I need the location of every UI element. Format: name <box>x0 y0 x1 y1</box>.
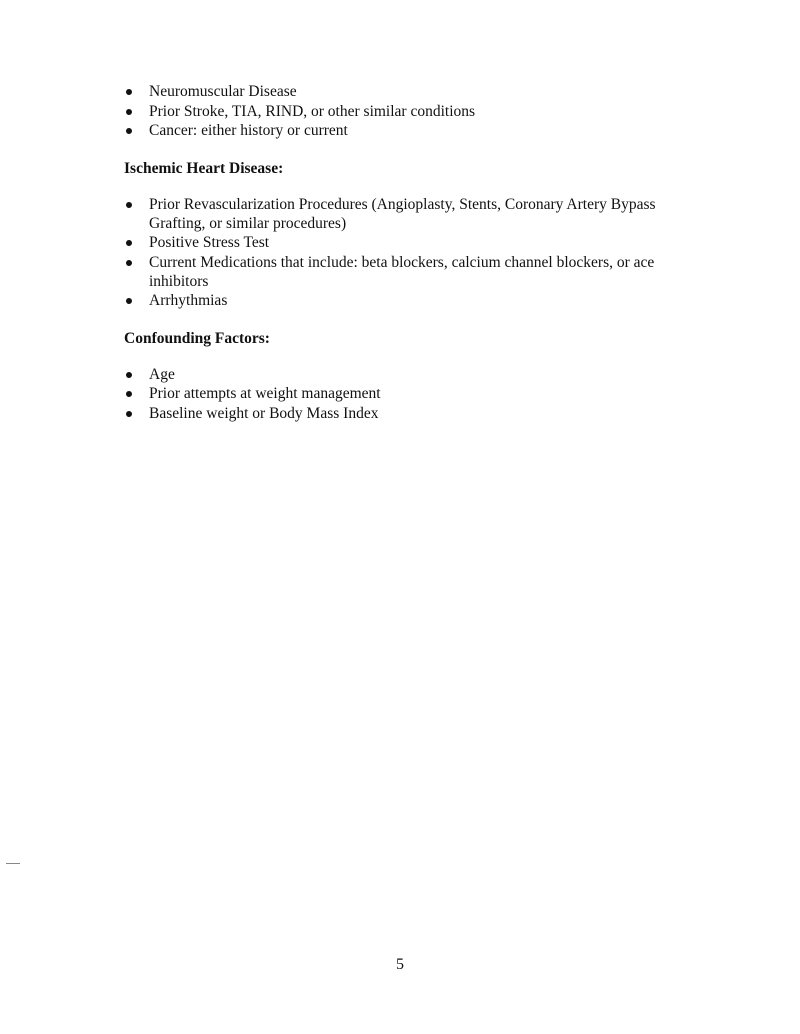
list-item-text: Neuromuscular Disease <box>149 83 297 100</box>
confounding-factors-heading: Confounding Factors: <box>124 329 270 347</box>
list-item <box>124 121 684 140</box>
list-item <box>124 195 684 233</box>
ischemic-list <box>124 195 684 311</box>
list-item-text: Prior Stroke, TIA, RIND, or other similar conditions <box>149 102 476 120</box>
list-item <box>124 82 684 101</box>
list-item-text: Positive Stress Test <box>149 234 270 251</box>
bullet-icon <box>126 202 132 208</box>
list-item <box>124 291 684 310</box>
bullet-icon <box>126 391 132 397</box>
list-item-text: Arrhythmias <box>149 292 228 309</box>
list-item <box>124 102 684 121</box>
page-content <box>124 82 684 423</box>
list-item-text: Prior Revascularization Procedures (Angioplasty, Stents, Coronary Artery Bypass Grafting, or similar procedures) <box>149 195 656 232</box>
list-item <box>124 365 684 384</box>
bullet-icon <box>126 128 132 134</box>
bullet-icon <box>126 260 132 266</box>
list-item <box>124 253 684 291</box>
bullet-icon <box>126 109 132 115</box>
scan-artifact <box>6 863 20 864</box>
bullet-icon <box>126 298 132 304</box>
list-item-text: Baseline weight or Body Mass Index <box>149 404 379 422</box>
page-number: 5 <box>396 956 404 973</box>
bullet-icon <box>126 89 132 95</box>
list-item-text: Current Medications that include: beta blockers, calcium channel blockers, or ace inhibitors <box>149 253 655 290</box>
list-item <box>124 233 684 252</box>
list-item <box>124 404 684 423</box>
ischemic-heart-disease-heading: Ischemic Heart Disease: <box>124 159 284 177</box>
conditions-list <box>124 82 684 140</box>
list-item-text: Prior attempts at weight management <box>149 385 381 402</box>
confounding-list <box>124 365 684 423</box>
bullet-icon <box>126 411 132 417</box>
list-item <box>124 384 684 403</box>
list-item-text: Cancer: either history or current <box>149 122 348 139</box>
list-item-text: Age <box>149 365 175 383</box>
bullet-icon <box>126 240 132 246</box>
bullet-icon <box>126 372 132 378</box>
